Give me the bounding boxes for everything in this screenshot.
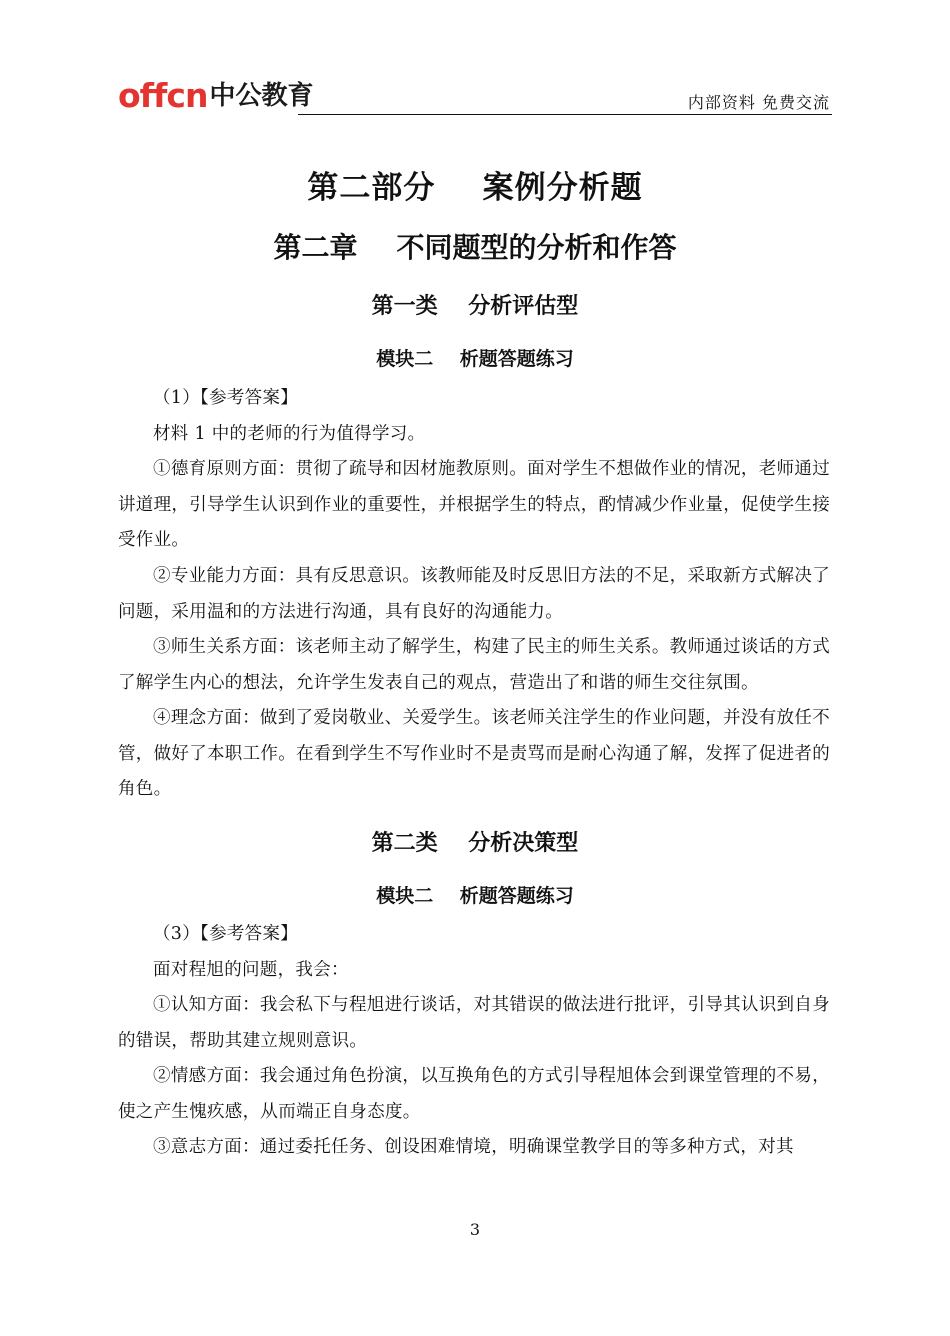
answer-label-2: （3）【参考答案】: [153, 924, 299, 944]
offcn-logo: [118, 78, 313, 114]
chapter-title: 第二章 不同题型的分析和作答: [273, 231, 677, 264]
page-number: 3: [469, 1220, 481, 1239]
header-rule: [298, 114, 832, 115]
page-header: [118, 78, 832, 118]
paragraph: ①认知方面：我会私下与程旭进行谈话，对其错误的做法进行批评，引导其认识到自身的错误，帮助其建立规则意识。: [118, 995, 830, 1051]
paragraph: ④理念方面：做到了爱岗敬业、关爱学生。该老师关注学生的作业问题，并没有放任不管，做好了本职工作。在看到学生不写作业时不是责骂而是耐心沟通了解，发挥了促进者的角色。: [118, 708, 830, 799]
logo-latin-text: offcn: [118, 76, 208, 115]
part-title: 第二部分 案例分析题: [307, 170, 643, 206]
paragraph: ①德育原则方面：贯彻了疏导和因材施教原则。面对学生不想做作业的情况，老师通过讲道理，引导学生认识到作业的重要性，并根据学生的特点，酌情减少作业量，促使学生接受作业。: [118, 459, 830, 550]
category-title-2: 第二类 分析决策型: [371, 831, 579, 856]
paragraph: ②专业能力方面：具有反思意识。该教师能及时反思旧方法的不足，采取新方式解决了问题，采用温和的方法进行沟通，具有良好的沟通能力。: [118, 566, 830, 622]
category-title-1: 第一类 分析评估型: [371, 294, 579, 319]
logo-chinese-text: 中公教育: [209, 81, 314, 111]
paragraph: 材料 1 中的老师的行为值得学习。: [153, 424, 426, 444]
header-tagline: 内部资料 免费交流: [687, 93, 830, 112]
paragraph: 面对程旭的问题，我会：: [153, 960, 349, 980]
module-title-2: 模块二 析题答题练习: [376, 885, 574, 907]
paragraph: ③意志方面：通过委托任务、创设困难情境，明确课堂教学目的等多种方式，对其: [153, 1137, 794, 1157]
paragraph: ③师生关系方面：该老师主动了解学生，构建了民主的师生关系。教师通过谈话的方式了解学生内心的想法，允许学生发表自己的观点，营造出了和谐的师生交往氛围。: [118, 637, 830, 693]
module-title-1: 模块二 析题答题练习: [376, 348, 574, 370]
paragraph: ②情感方面：我会通过角色扮演，以互换角色的方式引导程旭体会到课堂管理的不易，使之产生愧疚感，从而端正自身态度。: [118, 1066, 830, 1122]
answer-label-1: （1）【参考答案】: [153, 388, 299, 408]
